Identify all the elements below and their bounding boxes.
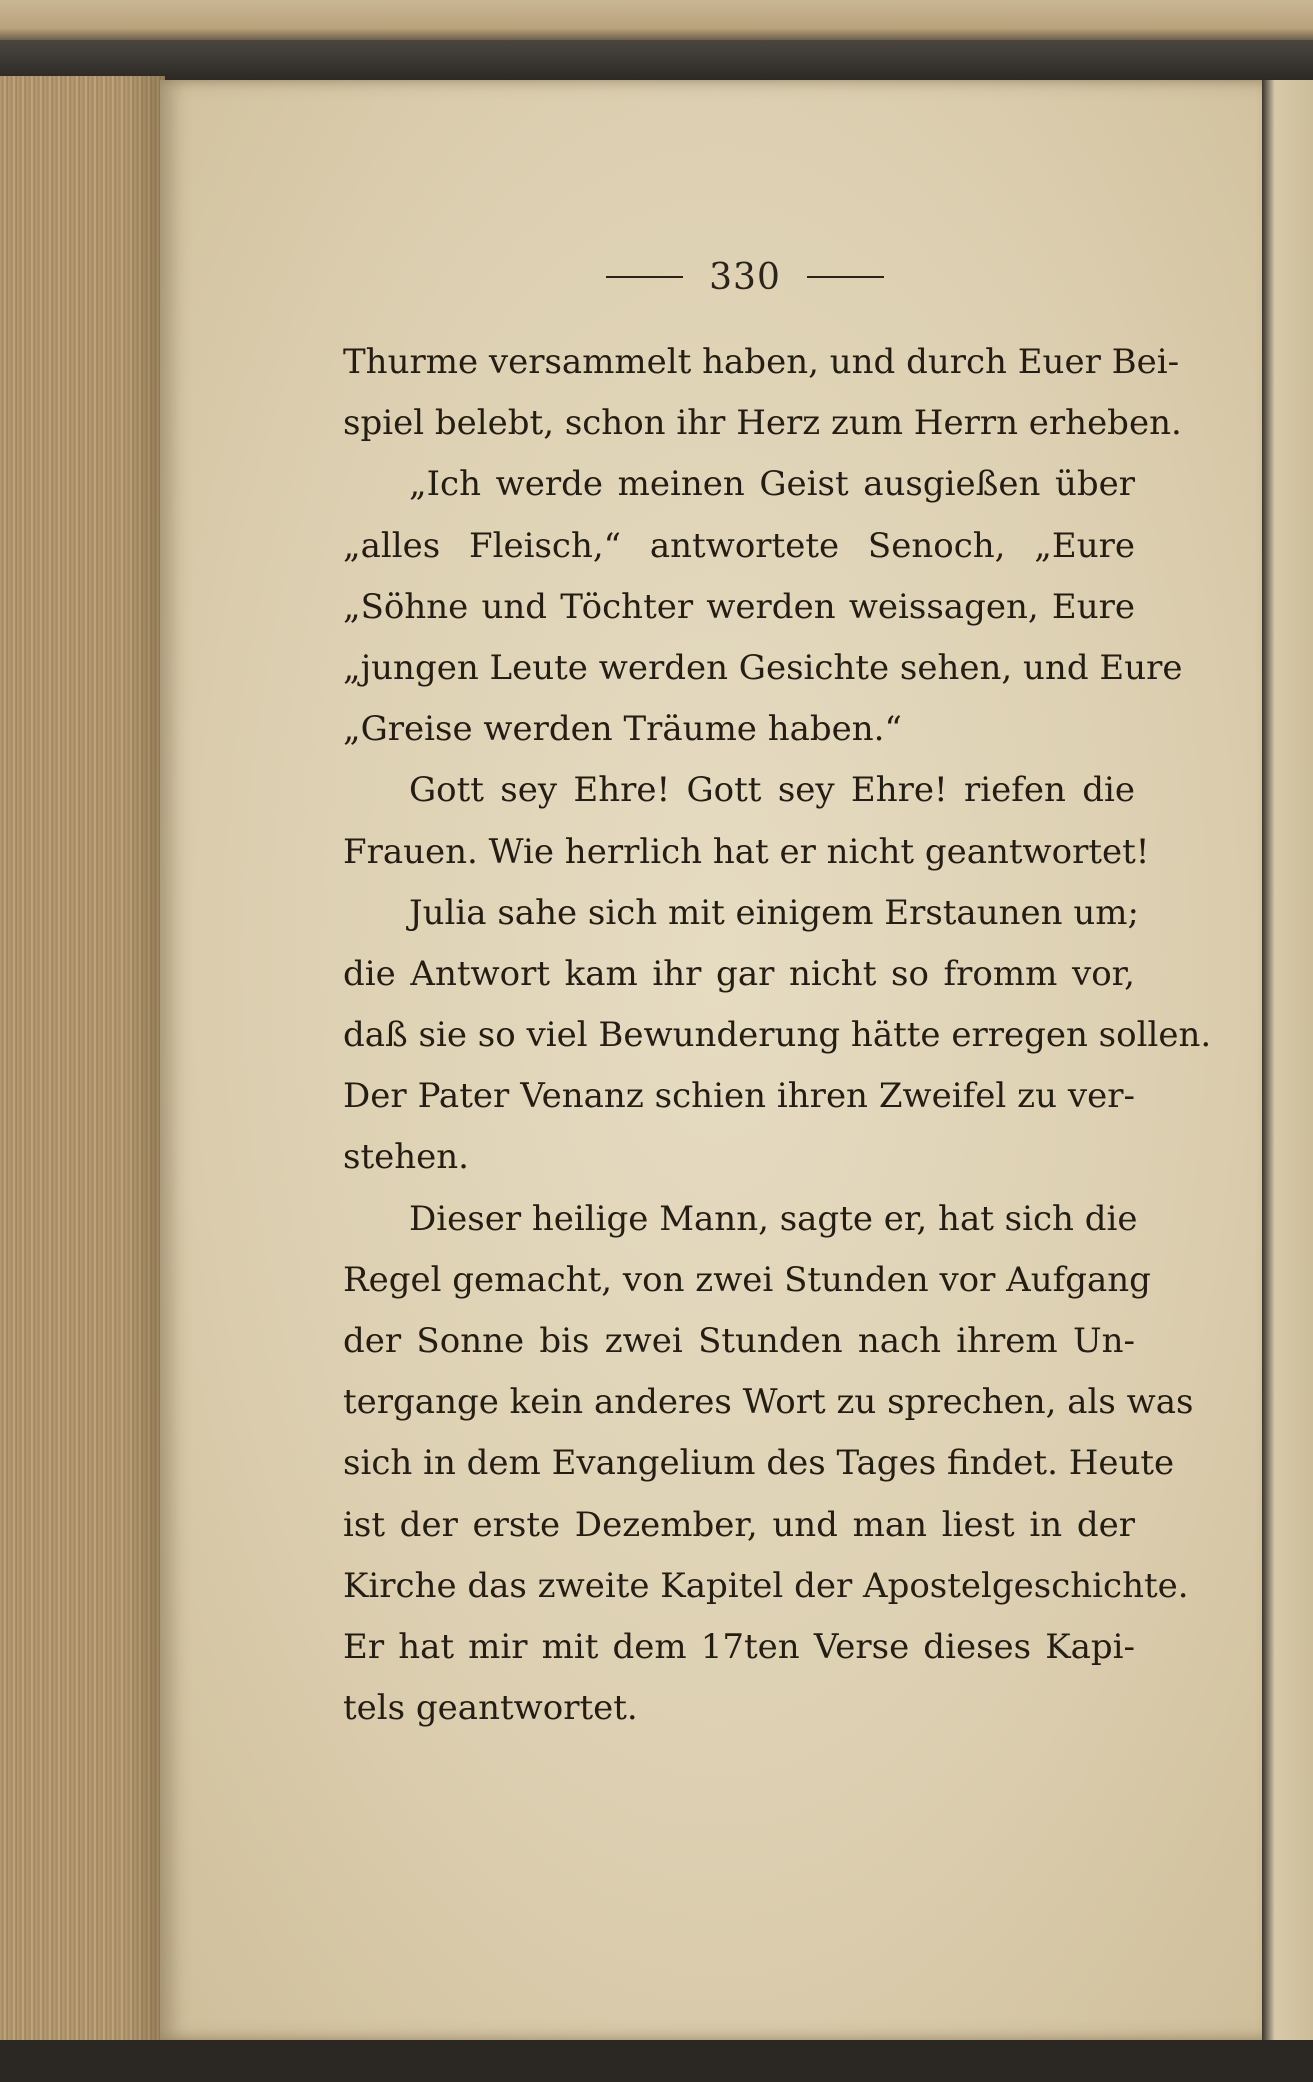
text-line: Gott sey Ehre! Gott sey Ehre! riefen die bbox=[409, 770, 1135, 811]
book-bottom-edge bbox=[0, 2040, 1313, 2082]
text-line: „Söhne und Töchter werden weissagen, Eure bbox=[343, 586, 1135, 627]
page-number: 330 bbox=[709, 256, 781, 298]
text-line: Dieser heilige Mann, sagte er, hat sich die bbox=[409, 1198, 1138, 1239]
page-header bbox=[580, 252, 910, 302]
text-line: der Sonne bis zwei Stunden nach ihrem Un- bbox=[343, 1321, 1135, 1361]
text-line: Julia sahe sich mit einigem Erstaunen um; bbox=[409, 892, 1139, 933]
text-line: Regel gemacht, von zwei Stunden vor Aufgang bbox=[343, 1259, 1151, 1300]
text-line: „jungen Leute werden Gesichte sehen, und Eure bbox=[343, 647, 1183, 688]
text-line: tels geantwortet. bbox=[343, 1688, 638, 1729]
page-block-left bbox=[0, 76, 165, 2056]
text-line: Frauen. Wie herrlich hat er nicht geantwortet! bbox=[343, 831, 1150, 872]
header-rule-right bbox=[807, 276, 884, 278]
text-line: Kirche das zweite Kapitel der Apostelgeschichte. bbox=[343, 1565, 1189, 1606]
text-line: Thurme versammelt haben, und durch Euer Bei- bbox=[343, 342, 1180, 382]
facing-page-edge bbox=[1262, 80, 1313, 2040]
body-text bbox=[343, 332, 1212, 1739]
text-line: stehen. bbox=[343, 1137, 469, 1178]
text-line: „alles Fleisch,“ antwortete Senoch, „Eure bbox=[343, 525, 1135, 566]
text-line: Er hat mir mit dem 17ten Verse dieses Kapi- bbox=[343, 1626, 1135, 1667]
text-line: „Greise werden Träume haben.“ bbox=[343, 709, 902, 750]
header-rule-left bbox=[606, 276, 683, 278]
text-line: ist der erste Dezember, und man liest in der bbox=[343, 1504, 1135, 1545]
text-line: daß sie so viel Bewunderung hätte erregen sollen. bbox=[343, 1015, 1212, 1056]
book-cover-strip bbox=[0, 40, 1313, 80]
text-line: tergange kein anderes Wort zu sprechen, als was bbox=[343, 1382, 1194, 1423]
text-line: sich in dem Evangelium des Tages findet. Heute bbox=[343, 1443, 1175, 1484]
text-line: „Ich werde meinen Geist ausgießen über bbox=[409, 464, 1135, 505]
text-line: die Antwort kam ihr gar nicht so fromm vor, bbox=[343, 953, 1135, 994]
text-line: spiel belebt, schon ihr Herz zum Herrn erheben. bbox=[343, 403, 1182, 444]
text-line: Der Pater Venanz schien ihren Zweifel zu ver- bbox=[343, 1076, 1135, 1117]
